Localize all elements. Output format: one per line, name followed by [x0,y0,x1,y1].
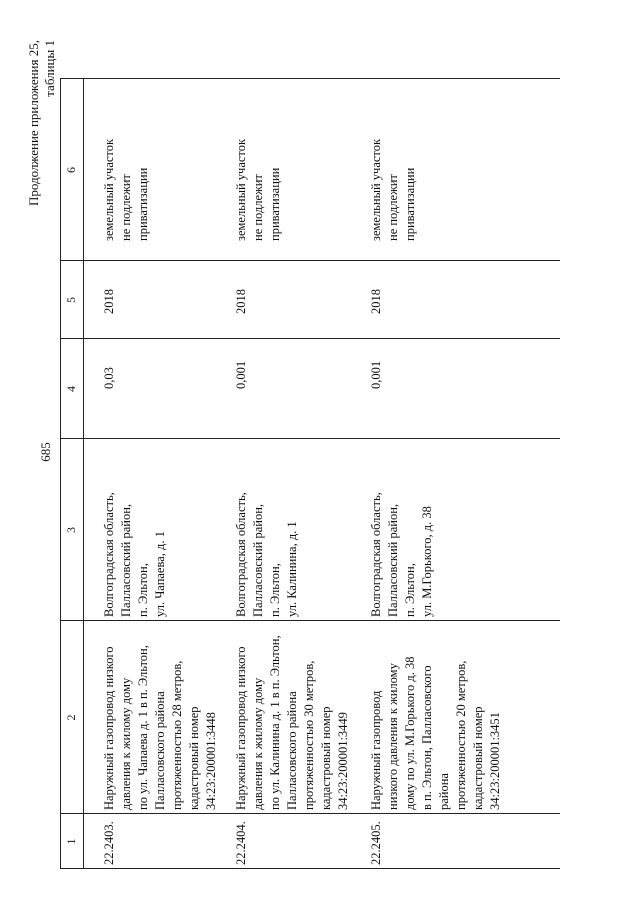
continuation-line-2: таблицы 1 [42,40,57,97]
object-address: Волгоградская область, Палласовский район, п. Эльтон, ул. Калинина, д. 1 [234,492,299,617]
object-note: земельный участок не подлежит приватизации [369,138,417,241]
header-col-2: 2 [64,714,78,721]
object-address: Волгоградская область, Палласовский район, п. Эльтон, ул. М.Горького, д. 38 [369,492,434,617]
object-year: 2018 [102,289,116,314]
continuation-header [26,40,58,206]
object-name: Наружный газопровод низкого давления к жилому дому по ул. Чапаева д. 1 в п. Эльтон, Палласовского района протяженностью 28 метров, кадастровый номер 34:23:200001:3448 [102,645,218,810]
object-area: 0,03 [102,367,116,389]
object-year: 2018 [369,289,383,314]
header-col-6: 6 [64,167,78,173]
object-name: Наружный газопровод низкого давления к жилому дому по ул. Калинина д. 1 в п. Эльтон, Палласовского района протяженностью 30 метров, кадастровый номер 34:23:200001:3449 [234,635,350,810]
header-col-1: 1 [64,838,78,845]
header-underline [83,79,84,869]
row-number: 22.2404. [234,821,248,865]
object-year: 2018 [234,289,248,314]
object-note: земельный участок не подлежит приватизации [102,138,150,241]
continuation-line-1: Продолжение приложения 25, [26,40,41,207]
table-row [362,79,532,869]
object-area: 0,001 [234,360,248,389]
table-row [227,79,357,869]
object-name: Наружный газопровод низкого давления к жилому дому по ул. М.Горького д. 38 в п. Эльтон, Палласовского района протяженностью 20 метров, кадастровый номер 34:23:200001:3451 [369,656,502,810]
object-area: 0,001 [369,360,383,389]
row-number: 22.2403. [102,821,116,865]
header-col-5: 5 [64,297,78,303]
object-note: земельный участок не подлежит приватизации [234,138,282,241]
object-address: Волгоградская область, Палласовский район, п. Эльтон, ул. Чапаева, д. 1 [102,492,167,617]
data-table [60,79,560,869]
header-col-4: 4 [64,386,78,392]
header-col-3: 3 [64,527,78,533]
table-row [95,79,225,869]
row-number: 22.2405. [369,821,383,865]
page-number-text: 685 [38,442,53,462]
